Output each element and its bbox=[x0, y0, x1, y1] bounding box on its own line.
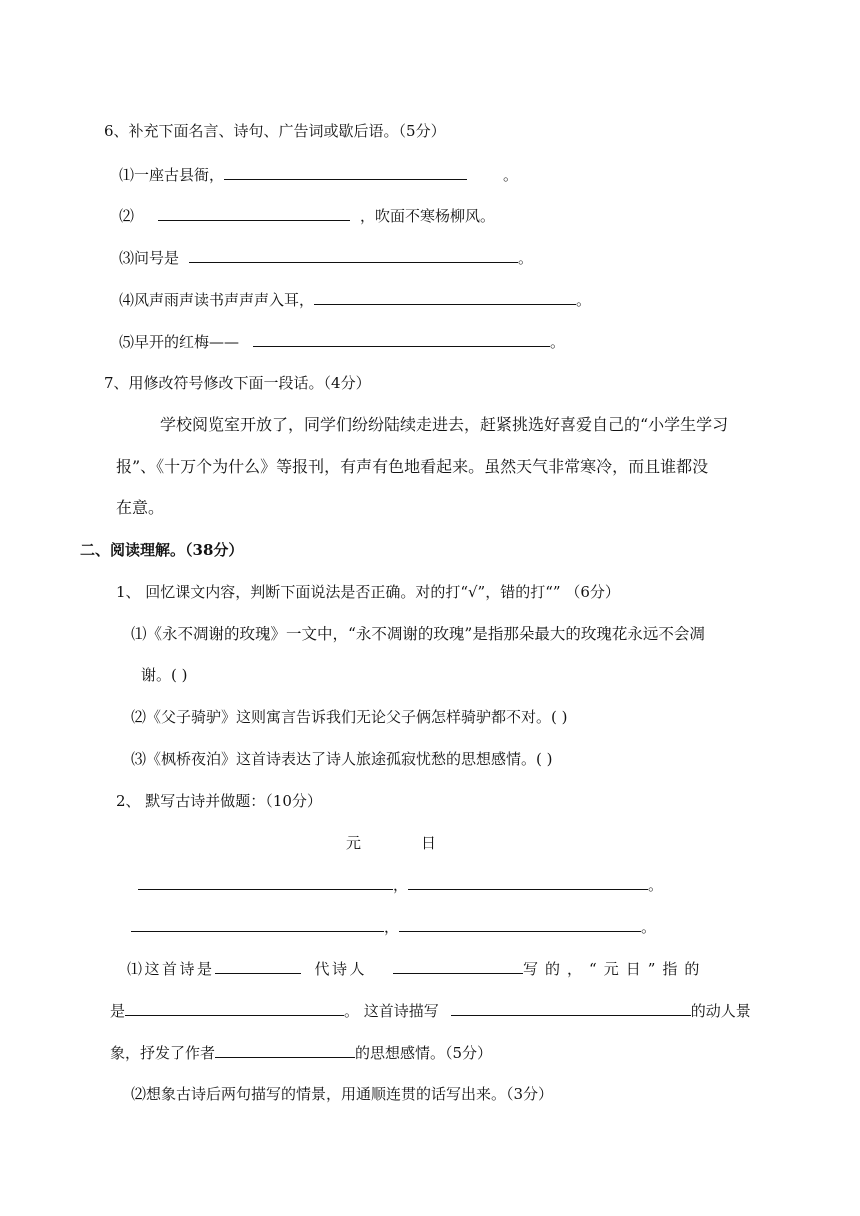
r2-q1-blank-meaning[interactable] bbox=[125, 1000, 344, 1016]
q6-item-2-blank[interactable] bbox=[158, 205, 350, 221]
r2-q1-text-h: 的思想感情。（5分） bbox=[355, 1044, 493, 1062]
poem-title bbox=[346, 832, 436, 854]
poem-title-char-1: 元 bbox=[346, 834, 362, 852]
r2-q1-blank-poet[interactable] bbox=[393, 958, 523, 974]
q6-item-1 bbox=[119, 164, 518, 186]
r2-q1-text-g: 象，抒发了作者 bbox=[110, 1044, 216, 1062]
q6-item-2-end: ，吹面不寒杨柳风。 bbox=[360, 207, 496, 225]
q6-item-2 bbox=[119, 205, 495, 227]
q7-paragraph-line-1: 学校阅览室开放了，同学们纷纷陆续走进去，赶紧挑选好喜爱自己的“小学生学习 bbox=[160, 415, 729, 434]
poem-line-1 bbox=[138, 874, 663, 896]
r2-q1-blank-dynasty[interactable] bbox=[215, 958, 301, 974]
r1-statement-3[interactable]: ⑶《枫桥夜泊》这首诗表达了诗人旅途孤寂忧愁的思想感情。( ) bbox=[131, 750, 553, 768]
q6-item-3-blank[interactable] bbox=[189, 247, 518, 263]
poem-line-1-blank-a[interactable] bbox=[138, 874, 393, 890]
q6-item-4-blank[interactable] bbox=[314, 289, 576, 305]
q6-item-1-text: ⑴一座古县衙， bbox=[119, 166, 225, 184]
poem-line-2-blank-a[interactable] bbox=[131, 916, 384, 932]
r2-q1-text-a: ⑴这首诗是 bbox=[127, 960, 215, 978]
poem-line-2-blank-b[interactable] bbox=[399, 916, 641, 932]
q6-item-5-blank[interactable] bbox=[253, 331, 550, 347]
q6-item-5 bbox=[119, 331, 565, 353]
r2-question-1-line-3 bbox=[110, 1042, 492, 1064]
r2-q1-text-b: 代诗人 bbox=[314, 960, 368, 978]
q6-item-5-end: 。 bbox=[550, 333, 566, 351]
poem-line-1-comma: ， bbox=[393, 876, 409, 894]
r1-statement-2[interactable]: ⑵《父子骑驴》这则寓言告诉我们无论父子俩怎样骑驴都不对。( ) bbox=[131, 708, 568, 726]
q6-item-1-end: 。 bbox=[503, 166, 519, 184]
q6-item-4 bbox=[119, 289, 591, 311]
poem-line-2-stop: 。 bbox=[641, 918, 657, 936]
r2-q1-text-e: 。 这首诗描写 bbox=[344, 1002, 439, 1020]
r2-q1-text-d: 是 bbox=[110, 1002, 126, 1020]
r2-q1-text-c: 写的，“元日”指的 bbox=[523, 960, 707, 978]
r2-title: 2、 默写古诗并做题：（10分） bbox=[116, 792, 322, 810]
q6-item-4-end: 。 bbox=[576, 291, 592, 309]
q6-item-3-end: 。 bbox=[518, 249, 534, 267]
q7-paragraph-line-2: 报”、《十万个为什么》等报刊，有声有色地看起来。虽然天气非常寒冷，而且谁都没 bbox=[116, 457, 709, 476]
q6-title: 6、补充下面名言、诗句、广告词或歇后语。（5分） bbox=[104, 122, 446, 140]
q6-item-3 bbox=[119, 247, 533, 269]
q7-title: 7、用修改符号修改下面一段话。（4分） bbox=[104, 374, 371, 392]
r2-q1-blank-feeling[interactable] bbox=[215, 1042, 355, 1058]
q7-paragraph-line-3: 在意。 bbox=[116, 498, 165, 517]
q6-item-4-text: ⑷风声雨声读书声声声入耳， bbox=[119, 291, 315, 309]
r2-q1-blank-scene[interactable] bbox=[451, 1000, 691, 1016]
r2-question-1-line-2 bbox=[110, 1000, 751, 1022]
r2-question-2: ⑵想象古诗后两句描写的情景，用通顺连贯的话写出来。（3分） bbox=[131, 1085, 554, 1103]
poem-line-1-blank-b[interactable] bbox=[408, 874, 648, 890]
poem-line-2-comma: ， bbox=[384, 918, 400, 936]
r1-statement-1: ⑴《永不凋谢的玫瑰》一文中，“永不凋谢的玫瑰”是指那朵最大的玫瑰花永远不会凋 bbox=[131, 625, 705, 643]
poem-line-1-stop: 。 bbox=[648, 876, 664, 894]
r2-question-1-line-1 bbox=[127, 958, 706, 980]
q6-item-1-blank[interactable] bbox=[224, 164, 467, 180]
q6-item-2-text: ⑵ bbox=[119, 207, 135, 225]
q6-item-3-text: ⑶问号是 bbox=[119, 249, 180, 267]
section-2-title: 二、阅读理解。（38分） bbox=[80, 541, 244, 559]
poem-title-char-2: 日 bbox=[421, 834, 437, 852]
r1-statement-1-answer[interactable]: 谢。( ) bbox=[141, 666, 188, 684]
r2-q1-text-f: 的动人景 bbox=[690, 1002, 751, 1020]
q6-item-5-text: ⑸早开的红梅—— bbox=[119, 333, 240, 351]
poem-line-2 bbox=[131, 916, 656, 938]
r1-title: 1、 回忆课文内容，判断下面说法是否正确。对的打“√”，错的打“” （6分） bbox=[116, 583, 620, 601]
